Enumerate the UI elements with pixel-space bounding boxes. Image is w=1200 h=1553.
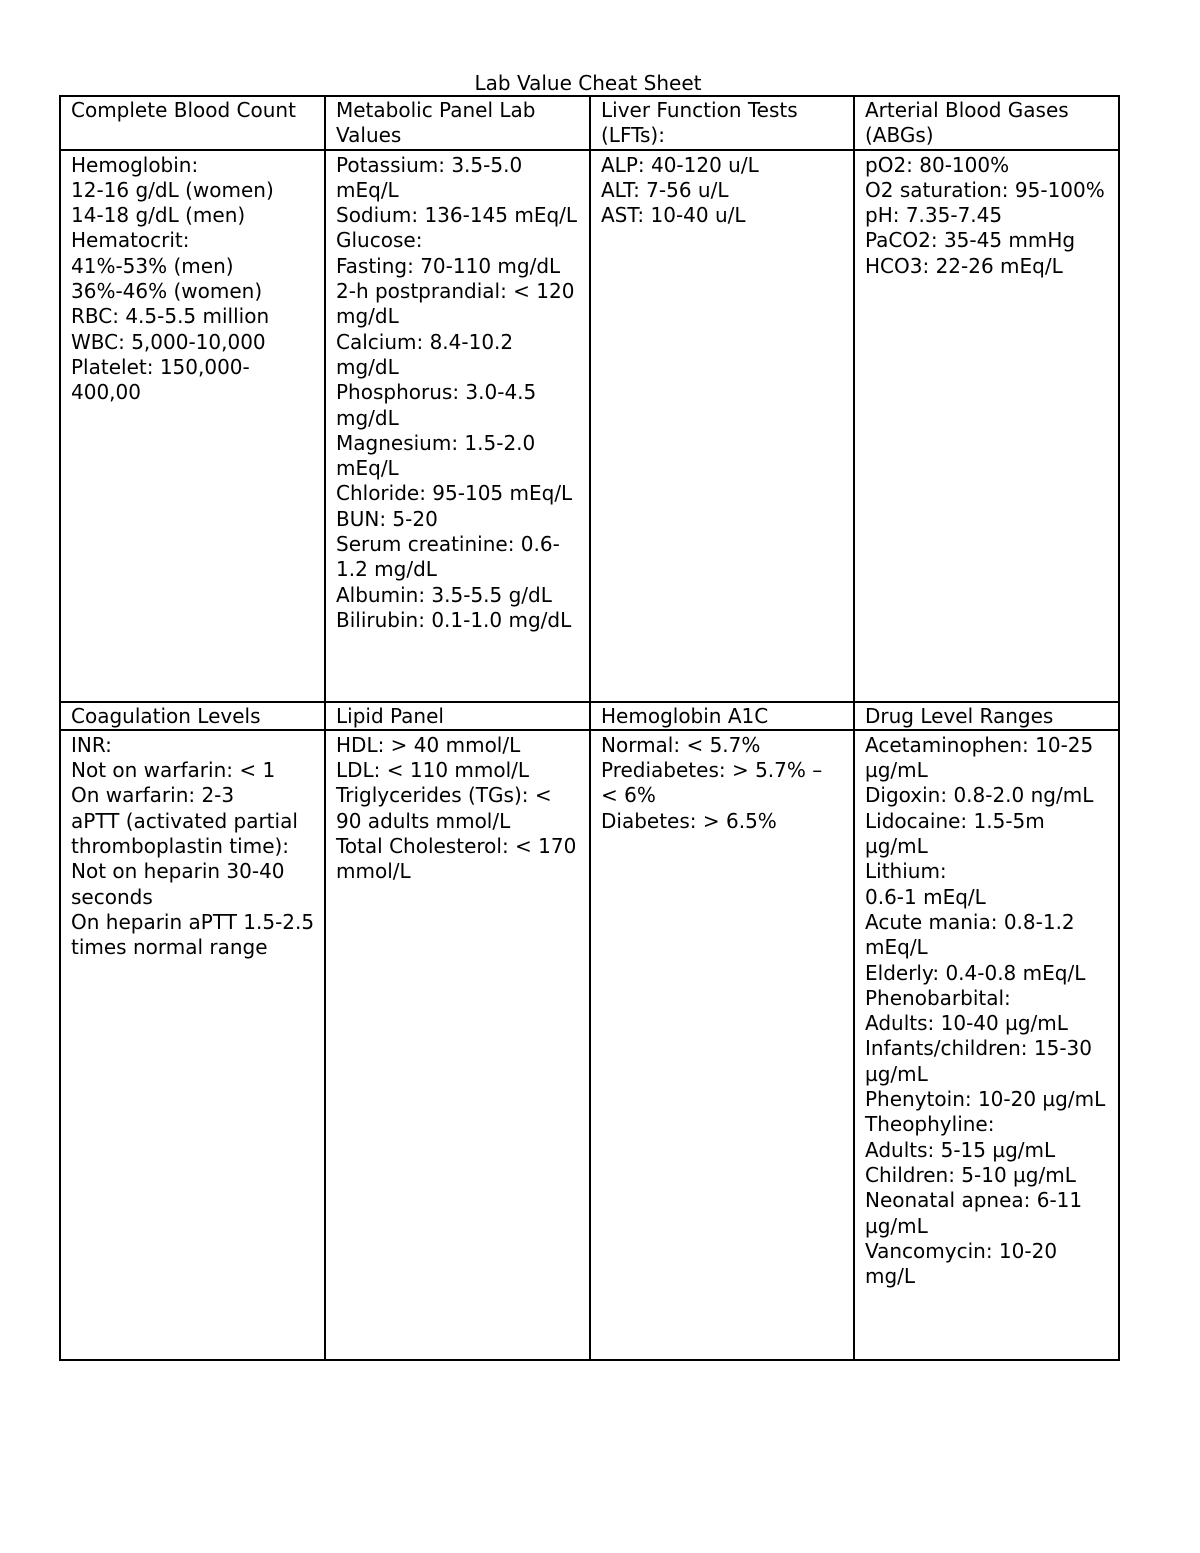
value-line: ALP: 40-120 u/L	[601, 152, 759, 177]
value-line: WBC: 5,000-10,000	[71, 329, 266, 354]
value-line: Theophyline:	[865, 1112, 995, 1137]
value-line: Hematocrit:	[71, 228, 190, 253]
value-line: HCO3: 22-26 mEq/L	[865, 253, 1063, 278]
page-title: Lab Value Cheat Sheet	[474, 71, 702, 95]
section-body-drug-level-ranges	[854, 730, 1119, 1360]
value-line: Platelet: 150,000-400,00	[71, 354, 250, 405]
section-header-lipid-panel: Lipid Panel	[325, 702, 590, 730]
value-line: O2 saturation: 95-100%	[865, 177, 1105, 202]
value-line: Not on warfarin: < 1	[71, 758, 276, 783]
value-line: AST: 10-40 u/L	[601, 203, 746, 228]
header-row-bottom	[60, 702, 1119, 730]
value-line: Total Cholesterol: < 170 mmol/L	[336, 834, 577, 884]
value-line: 41%-53% (men)	[71, 253, 234, 278]
value-line: Phenytoin: 10-20 µg/mL	[865, 1087, 1106, 1112]
value-line: On heparin aPTT 1.5-2.5 times normal range	[71, 909, 315, 960]
value-line: Adults: 10-40 µg/mL	[865, 1011, 1068, 1036]
value-line: INR:	[71, 732, 112, 757]
section-header-coagulation-levels: Coagulation Levels	[60, 702, 325, 730]
value-line: Prediabetes: > 5.7% – < 6%	[601, 758, 823, 808]
value-line: Digoxin: 0.8-2.0 ng/mL	[865, 783, 1094, 808]
section-body-metabolic-panel	[325, 150, 590, 702]
value-line: Lithium:	[865, 859, 947, 884]
value-line: Glucose:	[336, 228, 423, 253]
content-row-top	[60, 150, 1119, 702]
value-line: pO2: 80-100%	[865, 152, 1010, 177]
section-body-complete-blood-count	[60, 150, 325, 702]
value-line: Calcium: 8.4-10.2 mg/dL	[336, 329, 514, 379]
value-line: Infants/children: 15-30 µg/mL	[865, 1036, 1093, 1086]
value-line: pH: 7.35-7.45	[865, 203, 1003, 228]
value-line: RBC: 4.5-5.5 million	[71, 304, 270, 329]
value-line: Children: 5-10 µg/mL	[865, 1162, 1076, 1187]
value-line: ALT: 7-56 u/L	[601, 177, 729, 202]
value-line: 0.6-1 mEq/L	[865, 884, 986, 909]
section-header-liver-function-tests: Liver Function Tests (LFTs):	[590, 96, 854, 150]
content-row-bottom	[60, 730, 1119, 1360]
value-line: Acute mania: 0.8-1.2 mEq/L	[865, 909, 1075, 960]
value-line: Acetaminophen: 10-25 µg/mL	[865, 732, 1094, 783]
value-line: Potassium: 3.5-5.0 mEq/L	[336, 152, 523, 202]
value-line: On warfarin: 2-3	[71, 783, 235, 808]
value-line: Neonatal apnea: 6-11 µg/mL	[865, 1188, 1083, 1238]
value-line: Normal: < 5.7%	[601, 732, 761, 757]
value-line: Fasting: 70-110 mg/dL	[336, 253, 561, 278]
lab-values-table	[59, 95, 1120, 1361]
value-line: 2-h postprandial: < 120 mg/dL	[336, 279, 575, 329]
value-line: 14-18 g/dL (men)	[71, 203, 246, 228]
value-line: aPTT (activated partial thromboplastin time):	[71, 808, 298, 859]
section-header-drug-level-ranges: Drug Level Ranges	[854, 702, 1119, 730]
section-body-liver-function-tests	[590, 150, 854, 702]
value-line: Phosphorus: 3.0-4.5 mg/dL	[336, 380, 537, 430]
section-body-lipid-panel	[325, 730, 590, 1360]
value-line: HDL: > 40 mmol/L	[336, 732, 521, 757]
value-line: Phenobarbital:	[865, 985, 1011, 1010]
value-line: BUN: 5-20	[336, 506, 438, 531]
value-line: 36%-46% (women)	[71, 279, 263, 304]
section-body-coagulation-levels	[60, 730, 325, 1360]
header-row-top	[60, 96, 1119, 150]
section-body-hemoglobin-a1c	[590, 730, 854, 1360]
section-header-complete-blood-count: Complete Blood Count	[60, 96, 325, 150]
value-line: Elderly: 0.4-0.8 mEq/L	[865, 960, 1086, 985]
value-line: PaCO2: 35-45 mmHg	[865, 228, 1076, 253]
section-header-hemoglobin-a1c: Hemoglobin A1C	[590, 702, 854, 730]
value-line: LDL: < 110 mmol/L	[336, 758, 530, 783]
value-line: Chloride: 95-105 mEq/L	[336, 481, 573, 506]
value-line: Albumin: 3.5-5.5 g/dL	[336, 582, 552, 607]
value-line: Triglycerides (TGs): < 90 adults mmol/L	[336, 783, 552, 833]
value-line: Diabetes: > 6.5%	[601, 808, 777, 833]
section-header-metabolic-panel: Metabolic Panel Lab Values	[325, 96, 590, 150]
value-line: Lidocaine: 1.5-5m µg/mL	[865, 808, 1045, 859]
value-line: Vancomycin: 10-20 mg/L	[865, 1238, 1058, 1289]
value-line: Bilirubin: 0.1-1.0 mg/dL	[336, 607, 572, 632]
section-body-arterial-blood-gases	[854, 150, 1119, 702]
value-line: Not on heparin 30-40 seconds	[71, 859, 285, 909]
section-header-arterial-blood-gases: Arterial Blood Gases (ABGs)	[854, 96, 1119, 150]
value-line: Adults: 5-15 µg/mL	[865, 1137, 1056, 1162]
value-line: Magnesium: 1.5-2.0 mEq/L	[336, 430, 536, 481]
value-line: 12-16 g/dL (women)	[71, 177, 274, 202]
value-line: Hemoglobin:	[71, 152, 199, 177]
value-line: Serum creatinine: 0.6-1.2 mg/dL	[336, 532, 560, 582]
value-line: Sodium: 136-145 mEq/L	[336, 203, 578, 228]
